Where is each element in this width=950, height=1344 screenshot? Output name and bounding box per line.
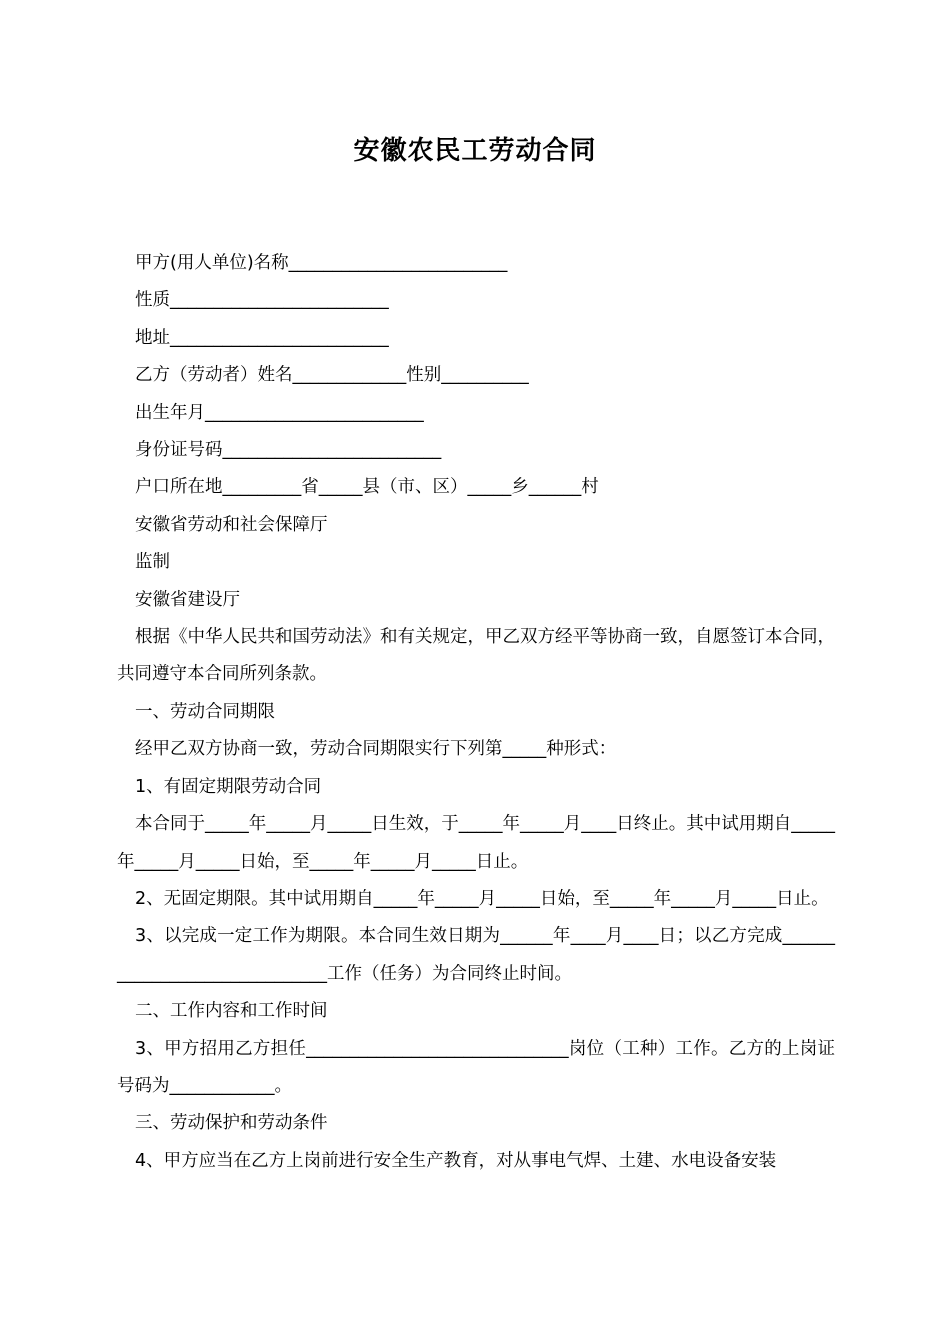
nature-line: 性质_________________________ bbox=[135, 290, 389, 311]
term-form-paragraph: 经甲乙双方协商一致，劳动合同期限实行下列第_____种形式： bbox=[135, 739, 617, 760]
task-term-paragraph: 3、以完成一定工作为期限。本合同生效日期为______年____月____日；以乙方完成______________________________工作（任务）为合同终止时间。 bbox=[117, 926, 835, 984]
fixed-term-paragraph: 本合同于_____年_____月_____日生效，于_____年_____月____日终止。其中试用期自_____年_____月_____日始，至_____年_____月_____日止。 bbox=[117, 814, 835, 872]
household-registration-line: 户口所在地_________省_____县（市、区）_____乡______村 bbox=[135, 477, 599, 498]
contract-body bbox=[117, 245, 835, 1180]
party-a-name-line: 甲方(用人单位)名称_________________________ bbox=[135, 253, 508, 273]
position-paragraph: 3、甲方招用乙方担任______________________________岗位（工种）工作。乙方的上岗证号码为____________。 bbox=[117, 1038, 835, 1096]
id-number-line: 身份证号码_________________________ bbox=[135, 440, 442, 461]
address-line: 地址_________________________ bbox=[135, 327, 389, 348]
section-heading-contract-term: 一、劳动合同期限 bbox=[135, 701, 275, 722]
section-heading-labor-protection: 三、劳动保护和劳动条件 bbox=[135, 1113, 328, 1134]
document-title: 安徽农民工劳动合同 bbox=[353, 136, 597, 166]
supervised-label: 监制 bbox=[135, 552, 170, 573]
safety-education-paragraph: 4、甲方应当在乙方上岗前进行安全生产教育，对从事电气焊、土建、水电设备安装 bbox=[135, 1150, 777, 1171]
birth-date-line: 出生年月_________________________ bbox=[135, 402, 424, 423]
open-term-paragraph: 2、无固定期限。其中试用期自_____年_____月_____日始，至_____年_____月_____日止。 bbox=[135, 888, 829, 909]
fixed-term-heading: 1、有固定期限劳动合同 bbox=[135, 776, 322, 797]
issuer-construction-department: 安徽省建设厅 bbox=[135, 589, 240, 610]
preamble-paragraph: 根据《中华人民共和国劳动法》和有关规定，甲乙双方经平等协商一致，自愿签订本合同，共同遵守本合同所列条款。 bbox=[117, 627, 835, 685]
issuer-labor-department: 安徽省劳动和社会保障厅 bbox=[135, 514, 328, 535]
party-b-name-gender-line: 乙方（劳动者）姓名_____________性别__________ bbox=[135, 365, 529, 386]
section-heading-work-content: 二、工作内容和工作时间 bbox=[135, 1001, 328, 1022]
